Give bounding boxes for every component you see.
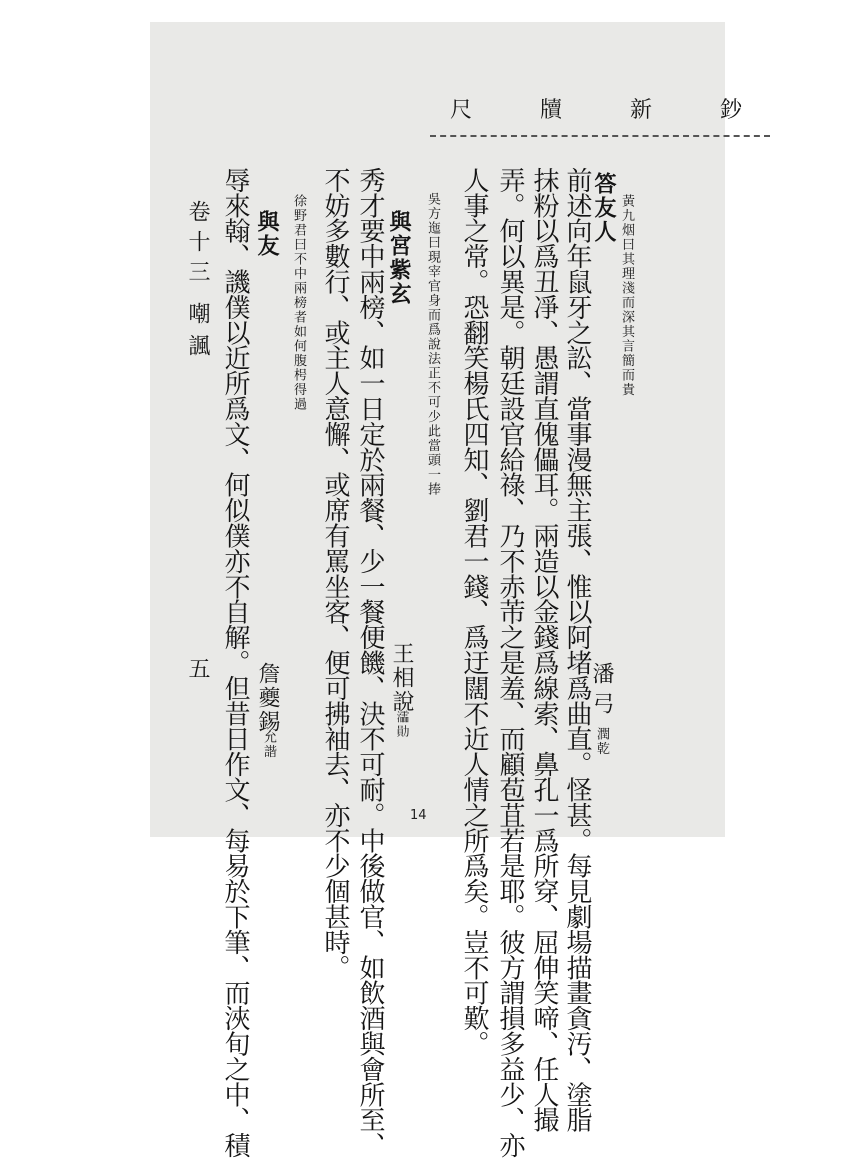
letter-1-author-style: 潤乾 [594, 727, 609, 756]
book-page [150, 22, 811, 1158]
footer-folio: 五 [185, 657, 210, 681]
letter-3-title: 與友 [254, 210, 280, 258]
letter-1-commentary-1: 黃九烟曰其理淺而深其言簡而貴 [619, 194, 634, 397]
footer-volume: 卷十三 [185, 200, 210, 290]
header-title: 尺牘新鈔 [450, 98, 811, 123]
letter-1-body-line-1: 前述向年鼠牙之訟、當事漫無主張、惟以阿堵爲曲直。怪甚。每見劇場描畫貪汚、塗脂 [562, 167, 592, 1133]
letter-1-author-name: 潘弓 [589, 662, 614, 722]
letter-1-body-line-4: 人事之常。恐翻笑楊氏四知、劉君一錢、爲迂闊不近人情之所爲矣。豈不可歎。 [459, 167, 489, 1057]
letter-2-body-line-1: 秀才要中兩榜、如一日定於兩餐、少一餐便饑、決不可耐。中後做官、如飲酒與會所至、 [355, 167, 385, 1158]
letter-3-body-line-1: 辱來翰、譏僕以近所爲文、何似僕亦不自解。但昔日作文、每易於下筆、而浹旬之中、積 [220, 167, 250, 1158]
footer-section: 嘲諷 [185, 302, 210, 366]
letter-2-body-line-2: 不妨多數行、或主人意懈、或席有罵坐客、便可拂袖去、亦不少個甚時。 [320, 167, 350, 980]
letter-2-title: 與宮紫玄 [386, 210, 412, 306]
letter-1-body-line-3: 弄。何以異是。朝廷設官給祿、乃不赤芾之是羞、而顧苞苴若是耶。彼方謂損多益少、亦 [495, 167, 525, 1158]
letter-1-commentary-2: 吳方迤曰現宰官身而爲說法正不可少此當頭一捧 [425, 192, 440, 497]
letter-3-author-name: 詹夔錫 [255, 662, 280, 734]
letter-3-author-style: 允諧 [261, 730, 276, 759]
page-number: 14 [410, 808, 427, 823]
letter-1-title: 答友人 [591, 172, 617, 244]
letter-2-author-name: 王相說 [389, 642, 414, 714]
letter-1-body-line-2: 抹粉以爲丑凈、愚謂直傀儡耳。兩造以金錢爲線索、鼻孔一爲所穿、屈伸笑啼、任人撮 [529, 167, 559, 1133]
header-rule [430, 135, 770, 137]
letter-2-commentary: 徐野君曰不中兩榜者如何腹枵得過 [291, 194, 306, 412]
letter-2-author-style: 𤃩勛 [394, 710, 409, 739]
